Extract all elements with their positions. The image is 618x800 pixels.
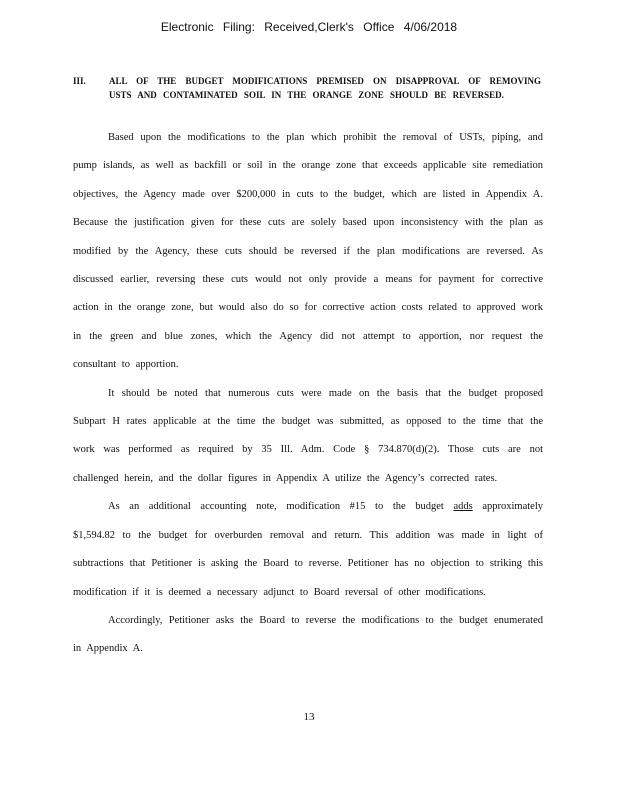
paragraph-1: Based upon the modifications to the plan which prohibit the removal of USTs, piping, and pump islands, as well as backfill or soil in the orange zone that exceeds applicable site remediation objectives, the Agency made over $200,000 in cuts to the budget, which are listed in Appendix A. Because the justification given for these cuts are solely based upon inconsistency with the plan as modified by the Agency, these cuts should be reversed if the plan modifications are reversed. As discussed earlier, reversing these cuts would not only provide a means for payment for corrective action in the orange zone, but would also do so for corrective action costs related to approved work in the green and blue zones, which the Agency did not attempt to apportion, nor request the consultant to apportion. [73,132,543,371]
filing-header: Electronic Filing: Received,Clerk's Office 4/06/2018 [160,20,458,34]
section-heading [73,74,543,116]
section-number: III. [73,76,86,86]
paragraph-4: Accordingly, Petitioner asks the Board to reverse the modifications to the budget enumerated in Appendix A. [73,614,543,655]
paragraph-3 [73,493,543,607]
section-heading-text: ALL OF THE BUDGET MODIFICATIONS PREMISED ON DISAPPROVAL OF REMOVING USTS AND CONTAMINATED SOIL IN THE ORANGE ZONE SHOULD BE REVERSED. [109,76,541,100]
paragraph-3-part-1: As an additional accounting note, modification #15 to the budget [108,501,454,513]
underlined-word: adds [453,501,473,513]
paragraph-2: It should be noted that numerous cuts were made on the basis that the budget proposed Subpart H rates applicable at the time the budget was submitted, as opposed to the time that the work was performed as required by 35 Ill. Adm. Code § 734.870(d)(2). Those cuts are not challenged herein, and the dollar figures in Appendix A utilize the Agency’s corrected rates. [73,387,543,484]
body-text [73,124,543,664]
page-number: 13 [303,711,315,723]
paragraph-3-part-2: approximately $1,594.82 to the budget for overburden removal and return. This addition was made in light of subtractions that Petitioner is asking the Board to reverse. Petitioner has no objection to striking this modification if it is deemed a necessary adjunct to Board reversal of other modifications. [73,501,543,598]
